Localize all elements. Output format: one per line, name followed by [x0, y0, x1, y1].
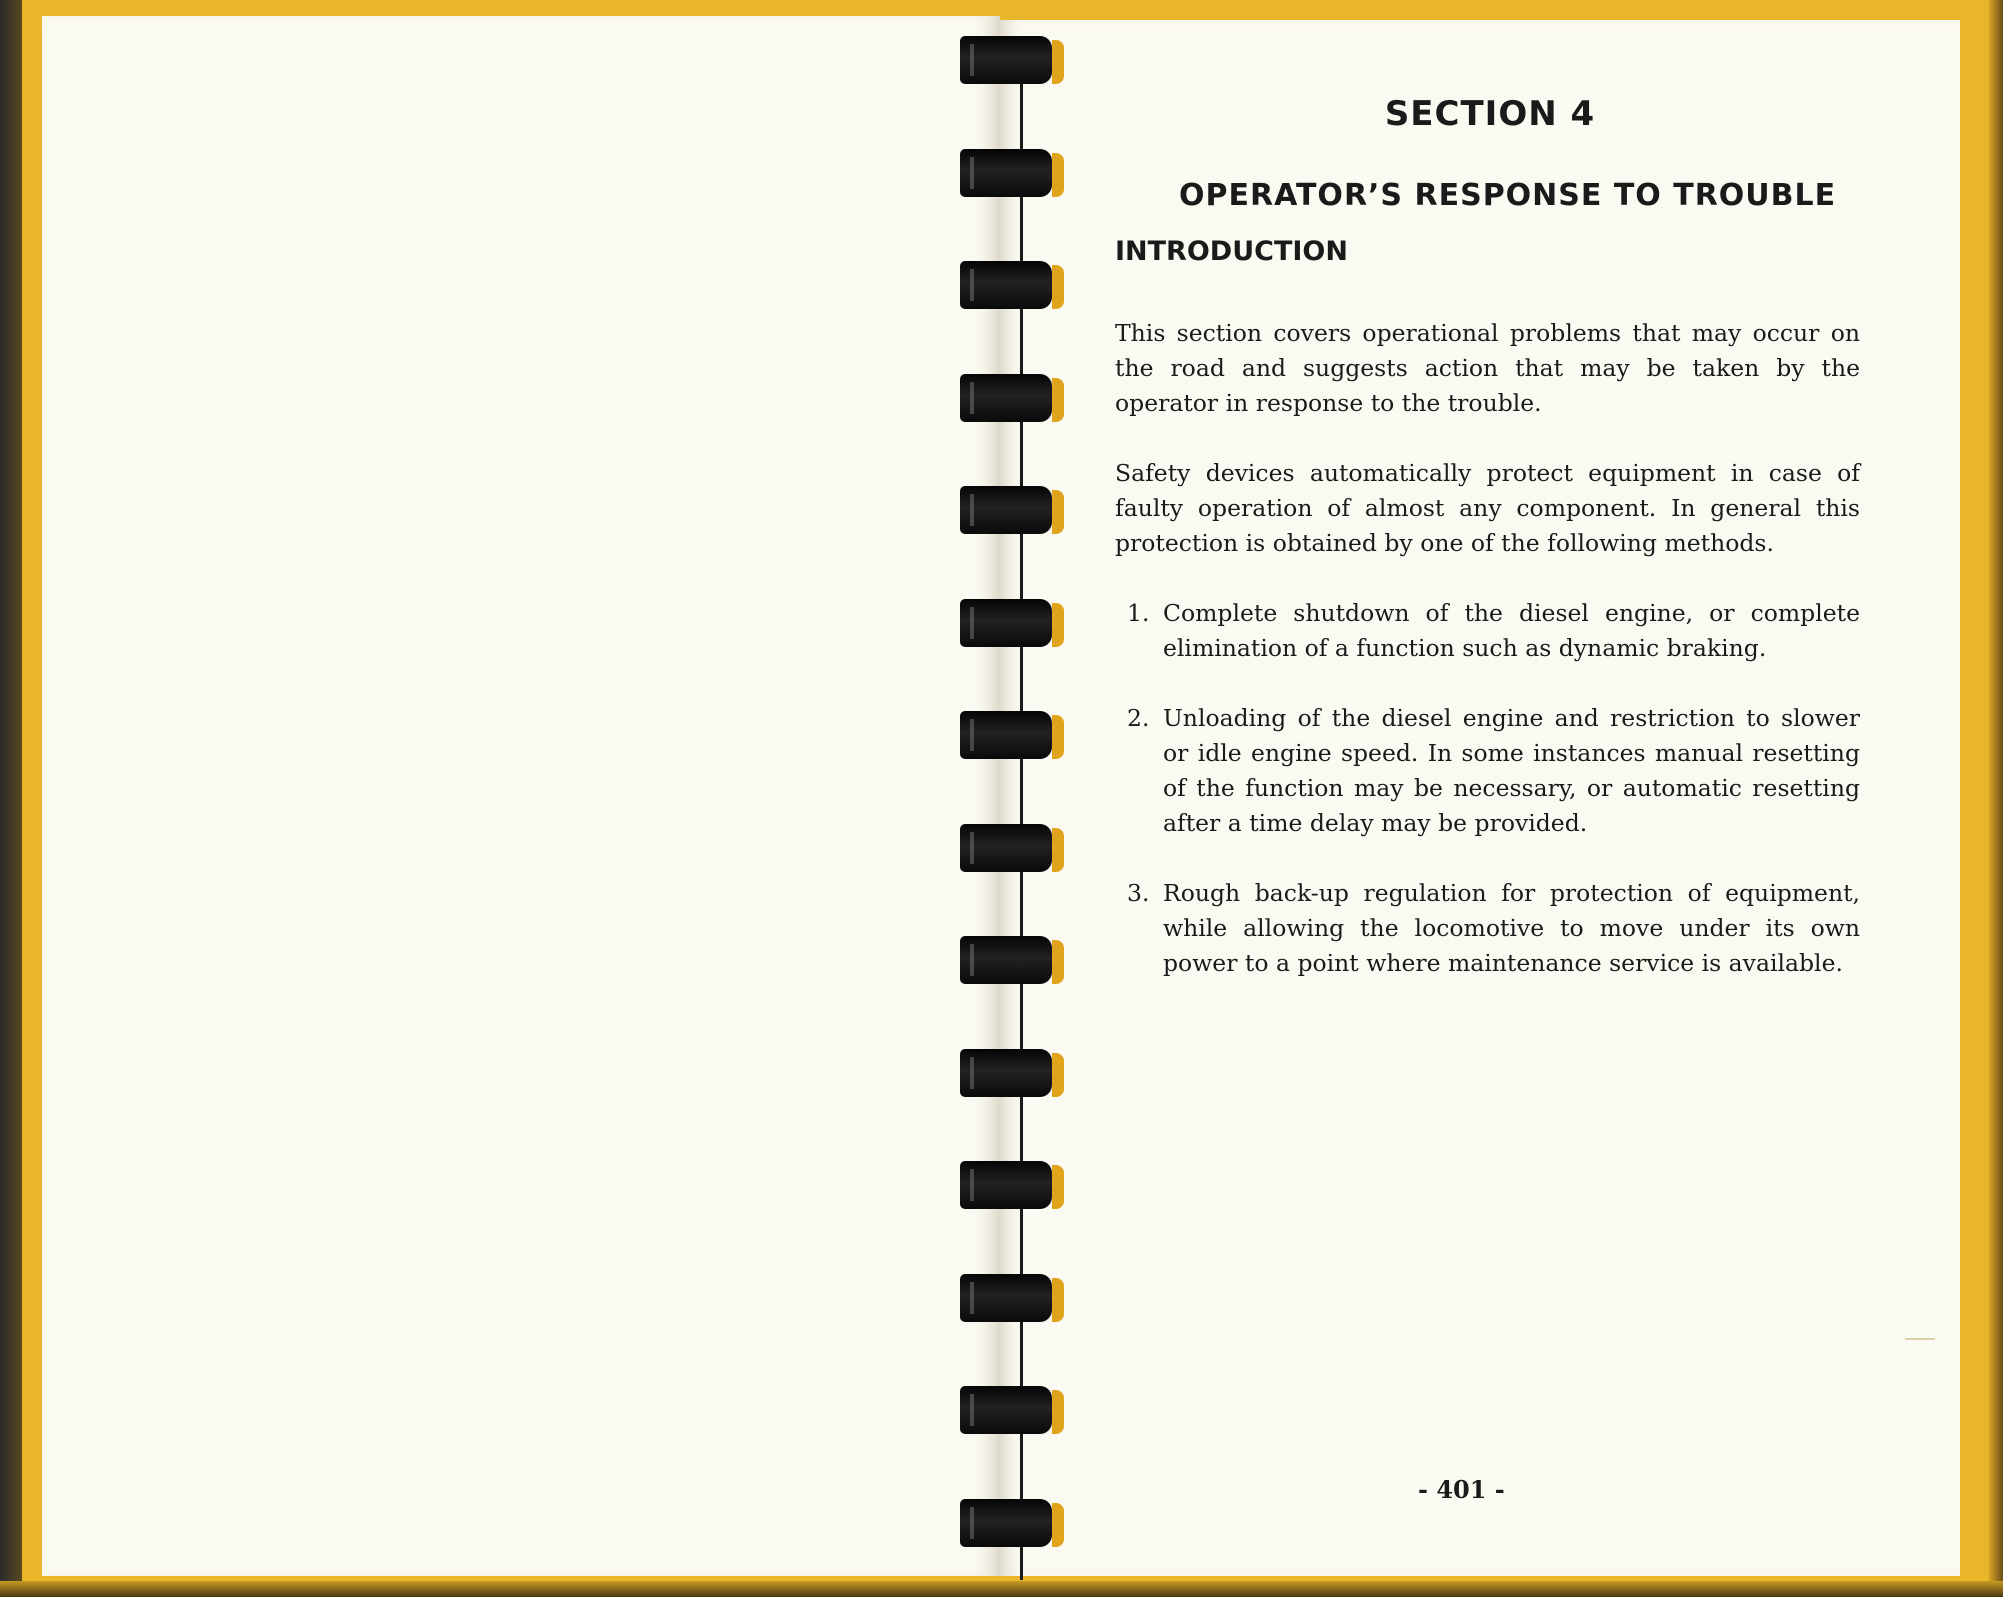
binding-loop — [960, 255, 1062, 315]
binding-loop-shadow — [1052, 490, 1064, 534]
section-label: SECTION 4 — [1384, 94, 1596, 134]
list-text: Rough back-up regulation for protection of equipment, while allowing the locomotive to move under its own power to a point where maintenance service is available. — [1163, 879, 1860, 977]
binding-loop-gleam — [970, 1057, 974, 1089]
binding-loop-shadow — [1052, 603, 1064, 647]
introduction-heading: INTRODUCTION — [1115, 236, 1348, 267]
binding-loop — [960, 368, 1062, 428]
binding-loop — [960, 1155, 1062, 1215]
binding-loop-shadow — [1052, 1165, 1064, 1209]
binding-loop — [960, 480, 1062, 540]
binding-loop-gleam — [970, 944, 974, 976]
binding-loop-gleam — [970, 269, 974, 301]
page-number: - 401 - — [1418, 1475, 1505, 1504]
binding-loop — [960, 1268, 1062, 1328]
methods-list — [1115, 596, 1860, 981]
list-number: 3. — [1127, 879, 1150, 907]
binding-loop-shadow — [1052, 1053, 1064, 1097]
scan-edge-right — [1989, 0, 2003, 1597]
scan-edge-left — [0, 0, 22, 1597]
binding-loop-shadow — [1052, 153, 1064, 197]
body-text — [1115, 316, 1860, 1016]
binding-loop-gleam — [970, 607, 974, 639]
list-item — [1115, 701, 1860, 841]
scan-edge-bottom — [0, 1581, 2003, 1597]
binding-loop-gleam — [970, 1169, 974, 1201]
binding-loop — [960, 1043, 1062, 1103]
binding-loop-gleam — [970, 832, 974, 864]
section-title: OPERATOR’S RESPONSE TO TROUBLE — [1179, 178, 1837, 213]
binding-loop-gleam — [970, 382, 974, 414]
binding-loop-shadow — [1052, 1390, 1064, 1434]
binding-loop-shadow — [1052, 265, 1064, 309]
binding-loop-shadow — [1052, 40, 1064, 84]
binding-loop — [960, 1380, 1062, 1440]
binding-loop — [960, 30, 1062, 90]
binding-loop-shadow — [1052, 940, 1064, 984]
list-number: 2. — [1127, 704, 1150, 732]
binding-loop-gleam — [970, 1507, 974, 1539]
binding-loop — [960, 143, 1062, 203]
binding-loop-gleam — [970, 494, 974, 526]
binding-loop-gleam — [970, 1394, 974, 1426]
list-number: 1. — [1127, 599, 1150, 627]
paragraph-safety-devices: Safety devices automatically protect equipment in case of faulty operation of almost any component. In general this protection is obtained by one of the following methods. — [1115, 459, 1860, 557]
binding-loop — [960, 1493, 1062, 1553]
binding-loop-shadow — [1052, 828, 1064, 872]
binding-loop-shadow — [1052, 1503, 1064, 1547]
left-blank-page — [42, 16, 1000, 1576]
binding-loop-gleam — [970, 157, 974, 189]
binding-loop — [960, 930, 1062, 990]
binding-loop-gleam — [970, 44, 974, 76]
list-item — [1115, 596, 1860, 666]
list-item — [1115, 876, 1860, 981]
paper-mark — [1905, 1338, 1935, 1340]
binding-loop — [960, 593, 1062, 653]
list-text: Unloading of the diesel engine and restriction to slower or idle engine speed. In some instances manual resetting of the function may be necessary, or automatic resetting after a time delay may be provided. — [1163, 704, 1860, 837]
binding-loop — [960, 818, 1062, 878]
binding-loop-shadow — [1052, 378, 1064, 422]
list-text: Complete shutdown of the diesel engine, or complete elimination of a function such as dynamic braking. — [1163, 599, 1860, 662]
paragraph-intro: This section covers operational problems that may occur on the road and suggests action that may be taken by the operator in response to the trouble. — [1115, 319, 1860, 417]
binding-loop-shadow — [1052, 1278, 1064, 1322]
binding-loop — [960, 705, 1062, 765]
binding-loop-shadow — [1052, 715, 1064, 759]
binding-loop-gleam — [970, 1282, 974, 1314]
binding-loop-gleam — [970, 719, 974, 751]
